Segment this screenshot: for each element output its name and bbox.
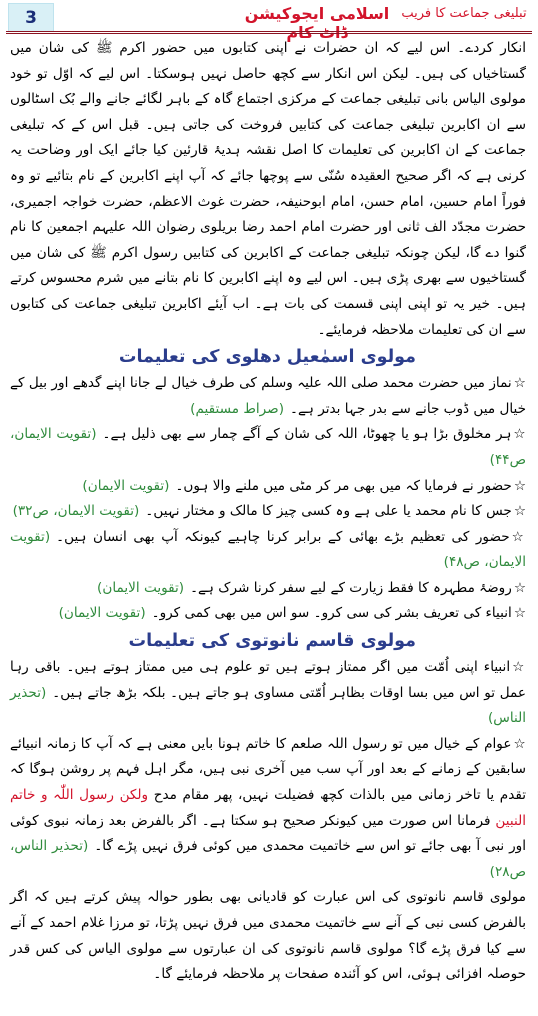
running-head: تبلیغی جماعت کا فریب	[401, 6, 527, 21]
item-text: انبیاء کی تعریف بشر کی سی کرو۔ سو اس میں بھی کمی کرو۔	[151, 605, 512, 622]
item-text: حضور کی تعظیم بڑے بھائی کے برابر کرنا چاہیے کیونکہ آپ بھی انسان ہیں۔	[56, 528, 510, 545]
section-heading-ismail: مولوی اسمٰعیل دھلوی کی تعلیمات	[118, 347, 416, 368]
item-reference: (تقویت الایمان)	[58, 605, 146, 622]
page-number: 3	[25, 7, 37, 28]
closing-paragraph: مولوی قاسم نانوتوی کی اس عبارت کو قادیانی بھی بطور حوالہ پیش کرتے ہیں کہ اگر بالفرض کسی نبی کے آنے سے خاتمیت محمدی میں فرق نہیں پڑتا، تو مرزا غلام احمد کے آنے سے کیا فرق پڑے گا؟ مولوی قاسم نانوتوی کی ان عبارتوں سے مولوی الیاس کی کس قدر حوصلہ افزائی ہوئی، اس کو آئندہ صفحات پر ملاحظہ فرمایئے گا۔	[10, 889, 526, 983]
item-text: انبیاء اپنی اُمّت میں اگر ممتاز ہوتے ہیں تو علوم ہی میں ممتاز ہوتے ہیں۔ باقی رہا عمل تو اس میں بسا اوقات بظاہر اُمّتی مساوی ہو جاتے ہیں۔ بلکہ بڑھ جاتے ہیں۔	[10, 659, 526, 701]
item-reference: (تقویت الایمان)	[82, 477, 170, 494]
item-text: حضور نے فرمایا کہ میں بھی مر کر مٹی میں ملنے والا ہوں۔	[175, 477, 512, 494]
list-item	[10, 474, 526, 500]
page-header	[0, 0, 538, 42]
quran-quote: ولکن رسول اللّٰہ و خاتم النبین	[10, 787, 526, 829]
star-icon: ☆	[513, 605, 526, 622]
item-text: ہر مخلوق بڑا ہو یا چھوٹا، اللہ کی شان کے آگے چمار سے بھی ذلیل ہے۔	[102, 426, 512, 443]
list-item	[10, 371, 526, 422]
item-text: عوام کے خیال میں تو رسول اللہ صلعم کا خاتم ہونا بایں معنی ہے کہ آپ کا زمانہ انبیائے سابقین کے زمانے کے بعد اور آپ سب میں آخری نبی ہیں، مگر اہل فہم پر روشن ہوگا کہ تقدم یا تاخر زمانی میں بالذات کچھ فضیلت نہیں، پھر مقام مدح	[10, 735, 527, 804]
item-reference: (تقویت الایمان)	[97, 579, 185, 596]
list-item	[10, 601, 526, 627]
list-item	[10, 499, 526, 525]
item-reference: (تقویت الایمان، ص۳۲)	[12, 503, 140, 520]
star-icon: ☆	[513, 503, 526, 520]
item-reference: (تحذیر الناس، ص۲۸)	[10, 838, 526, 880]
item-reference: (صراط مستقیم)	[190, 400, 285, 417]
star-icon: ☆	[513, 426, 527, 443]
list-item	[10, 732, 526, 886]
list-item	[10, 655, 526, 732]
list-item	[10, 422, 526, 473]
list-item	[10, 576, 526, 602]
star-icon: ☆	[511, 528, 527, 545]
intro-paragraph: انکار کردے۔ اس لیے کہ ان حضرات نے اپنی کتابوں میں حضور اکرم ﷺ کی شان میں گستاخیاں کی ہیں۔ لیکن اس انکار سے کچھ حاصل نہیں ہوسکتا۔ اس لیے کہ اوّل تو خود مولوی الیاس بانی تبلیغی جماعت کے مرکزی اجتماع گاہ کے باہر لگائے جانے والے بُک اسٹالوں سے ان اکابرین تبلیغی جماعت کی کتابیں فروخت کی جاتی ہیں۔ قبل اس کے کہ تبلیغی جماعت کے ان اکابرین کی تعلیمات کا اصل نقشہ ہدیۂ قارئین کیا جائے ایک اور وضاحت یہ کرنی ہے کہ اگر صحیح العقیدہ سُنّی سے پوچھا جائے کہ آپ اپنے اکابرین کے نام بتائیے تو وہ فوراً امام حسین، امام حسن، امام ابوحنیفہ، حضرت غوث الاعظم، حضرت خواجہ اجمیری، حضرت مجدّد الف ثانی اور حضرت امام احمد رضا بریلوی رضوان اللہ علیہم اجمعین کا نام گنوا دے گا، لیکن چونکہ تبلیغی جماعت کے اکابرین کی کتابیں رسول اکرم ﷺ کی شان میں گستاخیوں سے بھری پڑی ہیں۔ اس لیے وہ اپنے اکابرین کا نام بتانے میں شرم محسوس کرتے ہیں۔ خیر یہ تو اپنی اپنی قسمت کی بات ہے۔ اب آیئے اکابرین تبلیغی جماعت کی کتابوں سے ان کی تعلیمات ملاحظہ فرمایئے۔	[10, 40, 526, 338]
star-icon: ☆	[513, 735, 526, 752]
item-reference: (تحذیر الناس)	[10, 684, 526, 727]
star-icon: ☆	[512, 659, 527, 676]
item-text: جس کا نام محمد یا علی ہے وہ کسی چیز کا مالک و مختار نہیں۔	[145, 503, 512, 520]
item-reference: (تقویت الایمان، ص۴۸)	[10, 528, 526, 571]
star-icon: ☆	[513, 375, 526, 392]
star-icon: ☆	[513, 477, 526, 494]
section-heading-qasim: مولوی قاسم نانوتوی کی تعلیمات	[128, 631, 416, 652]
header-rule	[6, 31, 532, 34]
book-title: اسلامی ایجوکیشن ڈاٹ کام	[244, 4, 390, 42]
star-icon: ☆	[513, 579, 526, 596]
list-item	[10, 525, 526, 576]
item-reference: (تقویت الایمان، ص۴۴)	[10, 426, 526, 468]
item-text: نماز میں حضرت محمد صلی اللہ علیہ وسلم کی طرف خیال لے جانا اپنے گدھے اور بیل کے خیال میں ڈوب جانے سے بدر جہا بدتر ہے۔	[10, 375, 526, 417]
page-content	[10, 36, 526, 988]
item-text-continued: فرمانا اس صورت میں کیونکر صحیح ہو سکتا ہے۔ اگر بالفرض بعد زمانہ نبوی کوئی اور نبی آ بھی جائے تو اس سے خاتمیت محمدی میں کوئی فرق نہیں پڑے گا۔	[10, 812, 526, 855]
page-number-box	[8, 3, 54, 32]
item-text: روضۂ مطہرہ کا فقط زیارت کے لیے سفر کرنا شرک ہے۔	[190, 579, 512, 596]
